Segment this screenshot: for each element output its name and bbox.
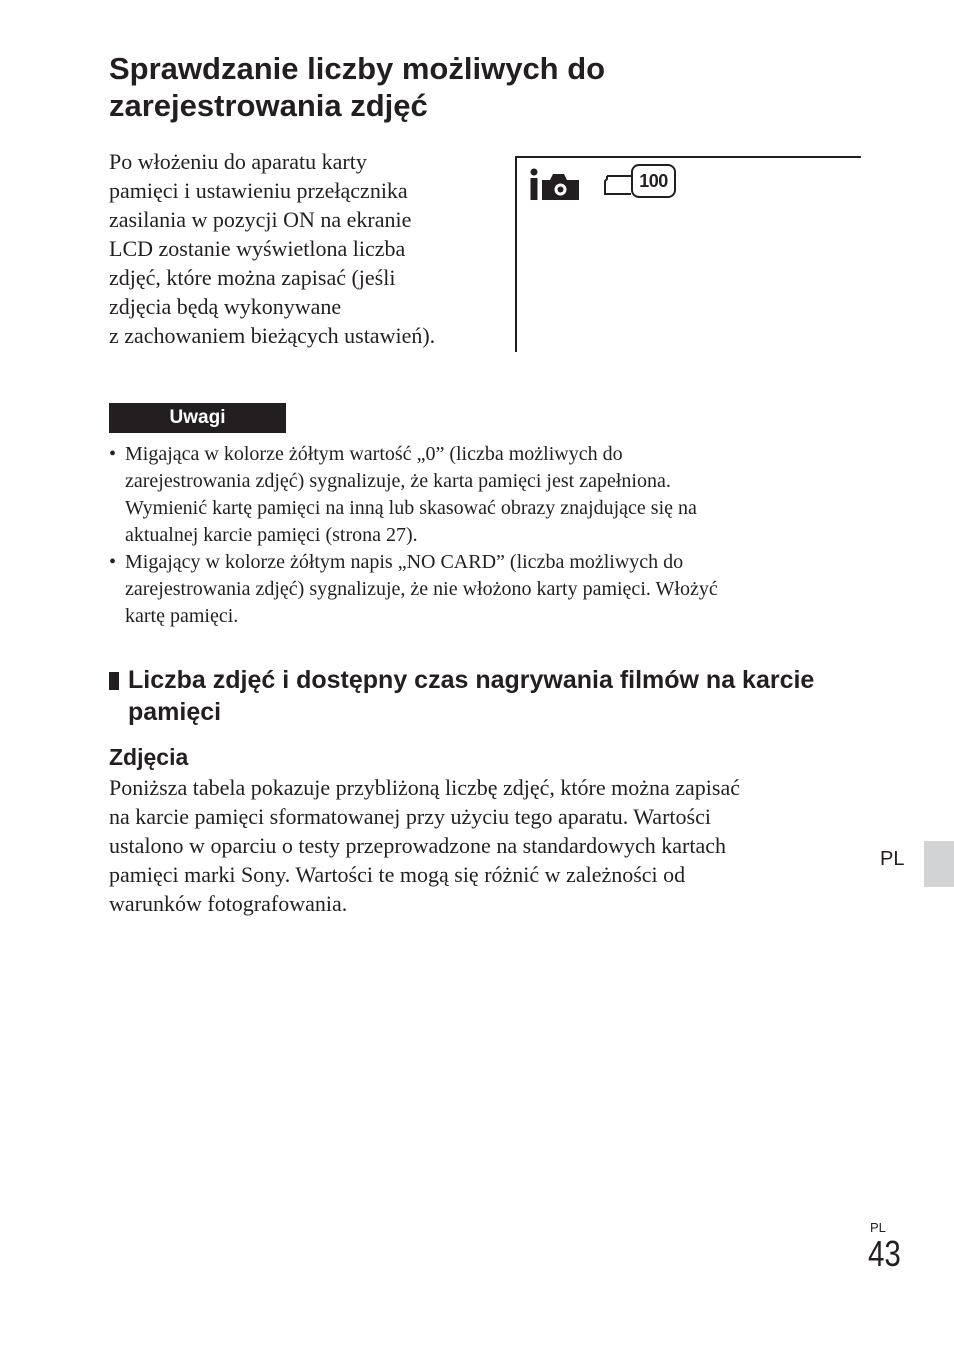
title-line-1: Sprawdzanie liczby możliwych do xyxy=(109,51,606,86)
page-number: 43 xyxy=(868,1233,901,1274)
paragraph-line: warunków fotografowania. xyxy=(109,891,348,916)
body-paragraph xyxy=(109,773,869,918)
paragraph-line: na karcie pamięci sformatowanej przy użyciu tego aparatu. Wartości xyxy=(109,804,711,829)
footer-language-label: PL xyxy=(870,1220,886,1235)
lcd-screen-illustration xyxy=(515,156,861,352)
intro-line: zdjęcia będą wykonywane xyxy=(109,294,342,319)
page-title xyxy=(109,50,749,124)
subsection-heading: Zdjęcia xyxy=(109,744,189,770)
title-line-2: zarejestrowania zdjęć xyxy=(109,88,428,123)
notes-label: Uwagi xyxy=(109,403,286,433)
note-line: aktualnej karcie pamięci (strona 27). xyxy=(125,524,418,546)
intelligent-auto-icon xyxy=(529,168,581,202)
side-language-label: PL xyxy=(880,848,905,870)
notes-list xyxy=(109,441,849,630)
intro-line: zasilania w pozycji ON na ekranie xyxy=(109,207,412,232)
memory-card-icon xyxy=(603,174,633,196)
intro-line: pamięci i ustawieniu przełącznika xyxy=(109,178,408,203)
section-heading: Liczba zdjęć i dostępny czas nagrywania filmów na karcie pamięci xyxy=(128,666,815,726)
bullet-icon: • xyxy=(109,551,117,573)
bullet-icon: • xyxy=(109,443,117,465)
note-line: Wymienić kartę pamięci na inną lub skasować obrazy znajdujące się na xyxy=(125,497,697,519)
paragraph-line: pamięci marki Sony. Wartości te mogą się różnić w zależności od xyxy=(109,862,686,887)
language-tab xyxy=(924,841,954,887)
list-item xyxy=(109,441,849,549)
intro-line: LCD zostanie wyświetlona liczba xyxy=(109,236,406,261)
list-item xyxy=(109,549,849,630)
note-line: kartę pamięci. xyxy=(125,605,239,627)
intro-line: Po włożeniu do aparatu karty xyxy=(109,149,367,174)
note-line: Migająca w kolorze żółtym wartość „0” (liczba możliwych do xyxy=(125,443,623,465)
shots-remaining-counter xyxy=(631,164,676,198)
section-marker-icon xyxy=(109,672,119,690)
paragraph-line: ustalono w oparciu o testy przeprowadzone na standardowych kartach xyxy=(109,833,726,858)
paragraph-line: Poniższa tabela pokazuje przybliżoną liczbę zdjęć, które można zapisać xyxy=(109,775,740,800)
note-line: Migający w kolorze żółtym napis „NO CARD” (liczba możliwych do xyxy=(125,551,684,573)
intro-line: z zachowaniem bieżących ustawień). xyxy=(109,323,436,348)
note-line: zarejestrowania zdjęć) sygnalizuje, że karta pamięci jest zapełniona. xyxy=(125,470,671,492)
intro-line: zdjęć, które można zapisać (jeśli xyxy=(109,265,396,290)
intro-paragraph xyxy=(109,147,509,350)
note-line: zarejestrowania zdjęć) sygnalizuje, że nie włożono karty pamięci. Włożyć xyxy=(125,578,718,600)
shots-remaining-value: 100 xyxy=(639,171,668,191)
